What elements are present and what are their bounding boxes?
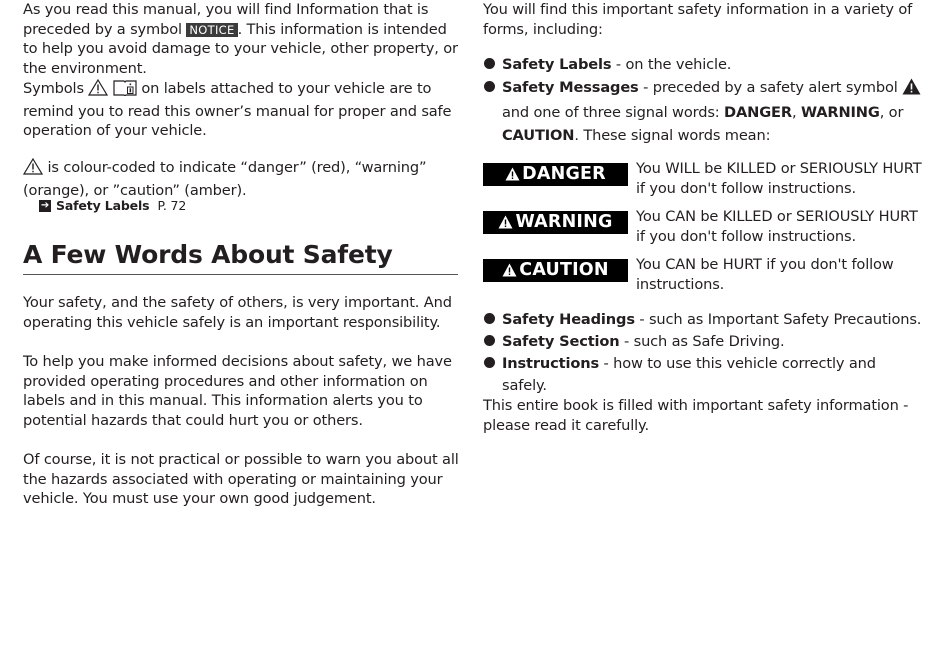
forms-list [483, 54, 923, 147]
intro-paragraph: You will find this important safety information in a variety of forms, including: [483, 1, 913, 38]
safety-paragraph-3: Of course, it is not practical or possible to warn you about all the hazards associated with operating or maintaining your vehicle. You must use your own good judgement. [23, 451, 459, 508]
forms-list-continued [483, 309, 923, 397]
warning-row [483, 207, 923, 247]
warning-description: You CAN be KILLED or SERIOUSLY HURT if you don't follow instructions. [636, 208, 918, 245]
warning-label: WARNING [483, 211, 628, 234]
list-item: Instructions - how to use this vehicle correctly and safely. [483, 353, 923, 397]
colour-coded-paragraph: is colour-coded to indicate “danger” (red), “warning” (orange), or ”caution” (amber). [23, 159, 427, 199]
safety-alert-icon [505, 167, 520, 181]
safety-alert-icon [498, 215, 513, 229]
safety-paragraph-2: To help you make informed decisions about safety, we have provided operating procedures and other information on labels and in this manual. This information alerts you to potential hazards that could hurt you or others. [23, 353, 452, 430]
closing-paragraph: This entire book is filled with important safety information - please read it carefully. [483, 397, 909, 434]
bullet-icon [484, 81, 495, 92]
notice-badge: NOTICE [186, 23, 237, 37]
caution-label: CAUTION [483, 259, 628, 282]
danger-row [483, 159, 923, 199]
page-reference: P. 72 [157, 198, 187, 214]
bullet-icon [484, 335, 495, 346]
bullet-icon [484, 58, 495, 69]
manual-book-icon [113, 79, 137, 102]
caution-description: You CAN be HURT if you don't follow instructions. [636, 256, 894, 293]
list-item: Safety Labels - on the vehicle. [483, 54, 923, 77]
caution-row [483, 255, 923, 295]
danger-description: You WILL be KILLED or SERIOUSLY HURT if you don't follow instructions. [636, 160, 922, 197]
safety-paragraph-1: Your safety, and the safety of others, is very important. And operating this vehicle safely is an important responsibility. [23, 294, 452, 331]
list-item: Safety Messages - preceded by a safety alert symbol and one of three signal words: DANGER, WARNING, or CAUTION. These signal words mean: [483, 77, 923, 148]
symbols-paragraph: Symbols on labels attached to your vehicle are to remind you to read this owner’s manual for proper and safe operation of your vehicle. [23, 80, 452, 140]
bullet-icon [484, 313, 495, 324]
bullet-icon [484, 357, 495, 368]
danger-label: DANGER [483, 163, 628, 186]
safety-alert-icon [902, 78, 921, 103]
warning-triangle-icon [88, 79, 108, 102]
warning-triangle-icon [23, 158, 43, 181]
safety-alert-icon [502, 263, 517, 277]
section-heading: A Few Words About Safety [23, 240, 458, 275]
safety-labels-link[interactable]: ➔ Safety Labels P. 72 [39, 197, 186, 215]
list-item: Safety Section - such as Safe Driving. [483, 331, 923, 353]
notice-paragraph: As you read this manual, you will find Information that is preceded by a symbol NOTICE . This information is intended to help you avoid damage to your vehicle, other property, or the environment. [23, 1, 458, 78]
list-item: Safety Headings - such as Important Safety Precautions. [483, 309, 923, 331]
arrow-right-icon: ➔ [40, 200, 50, 211]
